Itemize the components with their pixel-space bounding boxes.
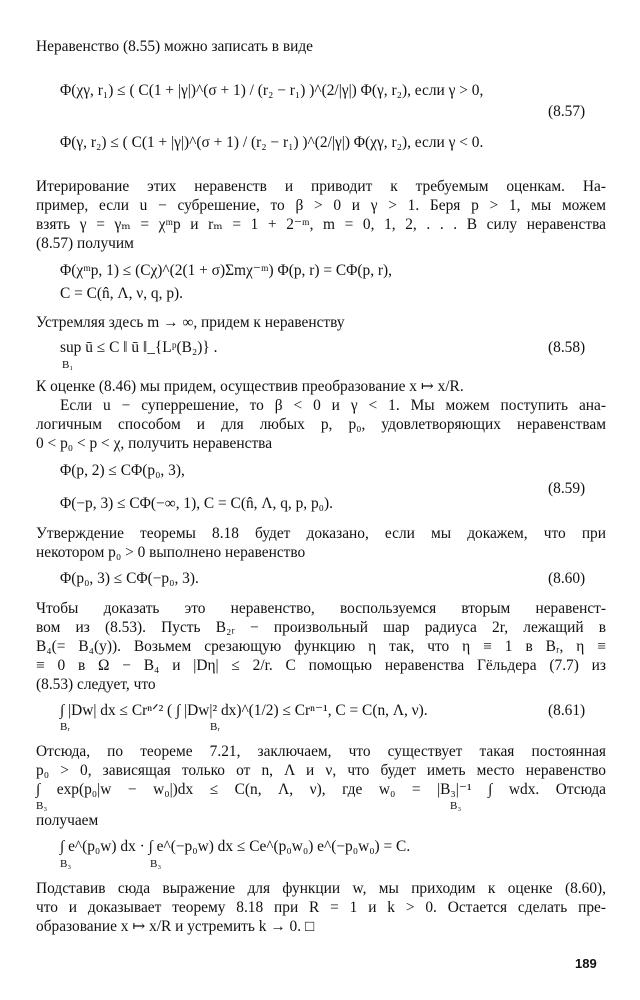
equation-number: (8.58) [548, 339, 586, 356]
equation: Φ(χᵐp, 1) ≤ (Cχ)^(2(1 + σ)Σmχ⁻ᵐ) Φ(p, r) = CΦ(p, r), [60, 262, 392, 279]
equation: Φ(−p, 3) ≤ CΦ(−∞, 1), C = C(n̂, Λ, q, p, p₀). [60, 495, 334, 512]
equation: ∫ |Dw| dx ≤ Crⁿᐟ² ( ∫ |Dw|² dx)^(1/2) ≤ Crⁿ⁻¹, C = C(n, Λ, ν). [60, 702, 428, 719]
text-line: получаем [36, 812, 99, 829]
equation: Φ(p₀, 3) ≤ CΦ(−p₀, 3). [60, 570, 199, 587]
equation-number: (8.59) [548, 480, 586, 497]
text-line: вом из (8.53). Пусть B₂ᵣ − произвольный шар радиуса 2r, лежащий в [36, 619, 606, 636]
equation-subscript: Bᵣ [210, 721, 220, 733]
equation-subscript: Bᵣ [60, 721, 70, 733]
text-line: что и доказывает теорему 8.18 при R = 1 и k > 0. Остается сделать пре- [36, 899, 606, 916]
equation-subscript: B₁ [62, 359, 74, 371]
text-line: Чтобы доказать это неравенство, воспользуемся вторым неравенст- [36, 600, 606, 617]
text-line: Утверждение теоремы 8.18 будет доказано, если мы докажем, что при [36, 525, 606, 542]
text-line: Отсюда, по теореме 7.21, заключаем, что существует такая постоянная [36, 743, 606, 760]
text-line: логичным способом и для любых p, p₀, удовлетворяющих неравенствам [36, 416, 606, 433]
text-line: ∫ exp(p₀|w − w₀|)dx ≤ C(n, Λ, ν), где w₀ = |B₃|⁻¹ ∫ wdx. Отсюда [36, 781, 606, 798]
equation: ∫ e^(p₀w) dx · ∫ e^(−p₀w) dx ≤ Ce^(p₀w₀) e^(−p₀w₀) = C. [60, 838, 411, 855]
text-line: Устремляя здесь m → ∞, придем к неравенству [36, 314, 345, 331]
text-line: К оценке (8.46) мы придем, осуществив преобразование x ↦ x/R. [36, 378, 464, 395]
text-line: B₄(= B₄(y)). Возьмем срезающую функцию η так, что η ≡ 1 в Bᵣ, η ≡ [36, 638, 606, 655]
text-line: Неравенство (8.55) можно записать в виде [36, 38, 313, 55]
equation-subscript: B₃ [60, 858, 72, 870]
equation: sup ū ≤ C ‖ ū ‖_{Lᵖ(B₂)} . [60, 339, 218, 356]
equation-number: (8.60) [548, 570, 586, 587]
equation-number: (8.57) [548, 103, 586, 120]
equation: Φ(γ, r₂) ≤ ( C(1 + |γ|)^(σ + 1) / (r₂ − r₁) )^(2/|γ|) Φ(χγ, r₂), если γ < 0. [60, 134, 484, 151]
equation-number: (8.61) [548, 702, 586, 719]
text-line: Итерирование этих неравенств и приводит к требуемым оценкам. На- [36, 178, 606, 195]
equation-subscript: B₃ [450, 800, 462, 812]
text-line: p₀ > 0, зависящая только от n, Λ и ν, что будет иметь место неравенство [36, 762, 606, 779]
text-line: Если u − суперрешение, то β < 0 и γ < 1. Мы можем поступить ана- [60, 397, 606, 414]
text-line: 0 < p₀ < p < χ, получить неравенства [36, 435, 273, 452]
equation-subscript: B₃ [36, 800, 48, 812]
text-line: некотором p₀ > 0 выполнено неравенство [36, 544, 306, 561]
page-number: 189 [575, 956, 597, 971]
equation: C = C(n̂, Λ, ν, q, p). [60, 285, 183, 302]
equation-subscript: B₃ [150, 858, 162, 870]
text-line: образование x ↦ x/R и устремить k → 0. □ [36, 918, 315, 935]
text-line: Подставив сюда выражение для функции w, мы приходим к оценке (8.60), [36, 880, 606, 897]
text-line: (8.57) получим [36, 235, 134, 252]
equation: Φ(χγ, r₁) ≤ ( C(1 + |γ|)^(σ + 1) / (r₂ − r₁) )^(2/|γ|) Φ(γ, r₂), если γ > 0, [60, 82, 484, 99]
text-line: пример, если u − субрешение, то β > 0 и γ > 1. Беря p > 1, мы можем [36, 197, 606, 214]
text-line: (8.53) следует, что [36, 676, 156, 693]
text-line: взять γ = γₘ = χᵐp и rₘ = 1 + 2⁻ᵐ, m = 0, 1, 2, . . . В силу неравенства [36, 216, 606, 233]
equation: Φ(p, 2) ≤ CΦ(p₀, 3), [60, 462, 185, 479]
text-line: ≡ 0 в Ω − B₄ и |Dη| ≤ 2/r. С помощью неравенства Гёльдера (7.7) из [36, 657, 606, 674]
